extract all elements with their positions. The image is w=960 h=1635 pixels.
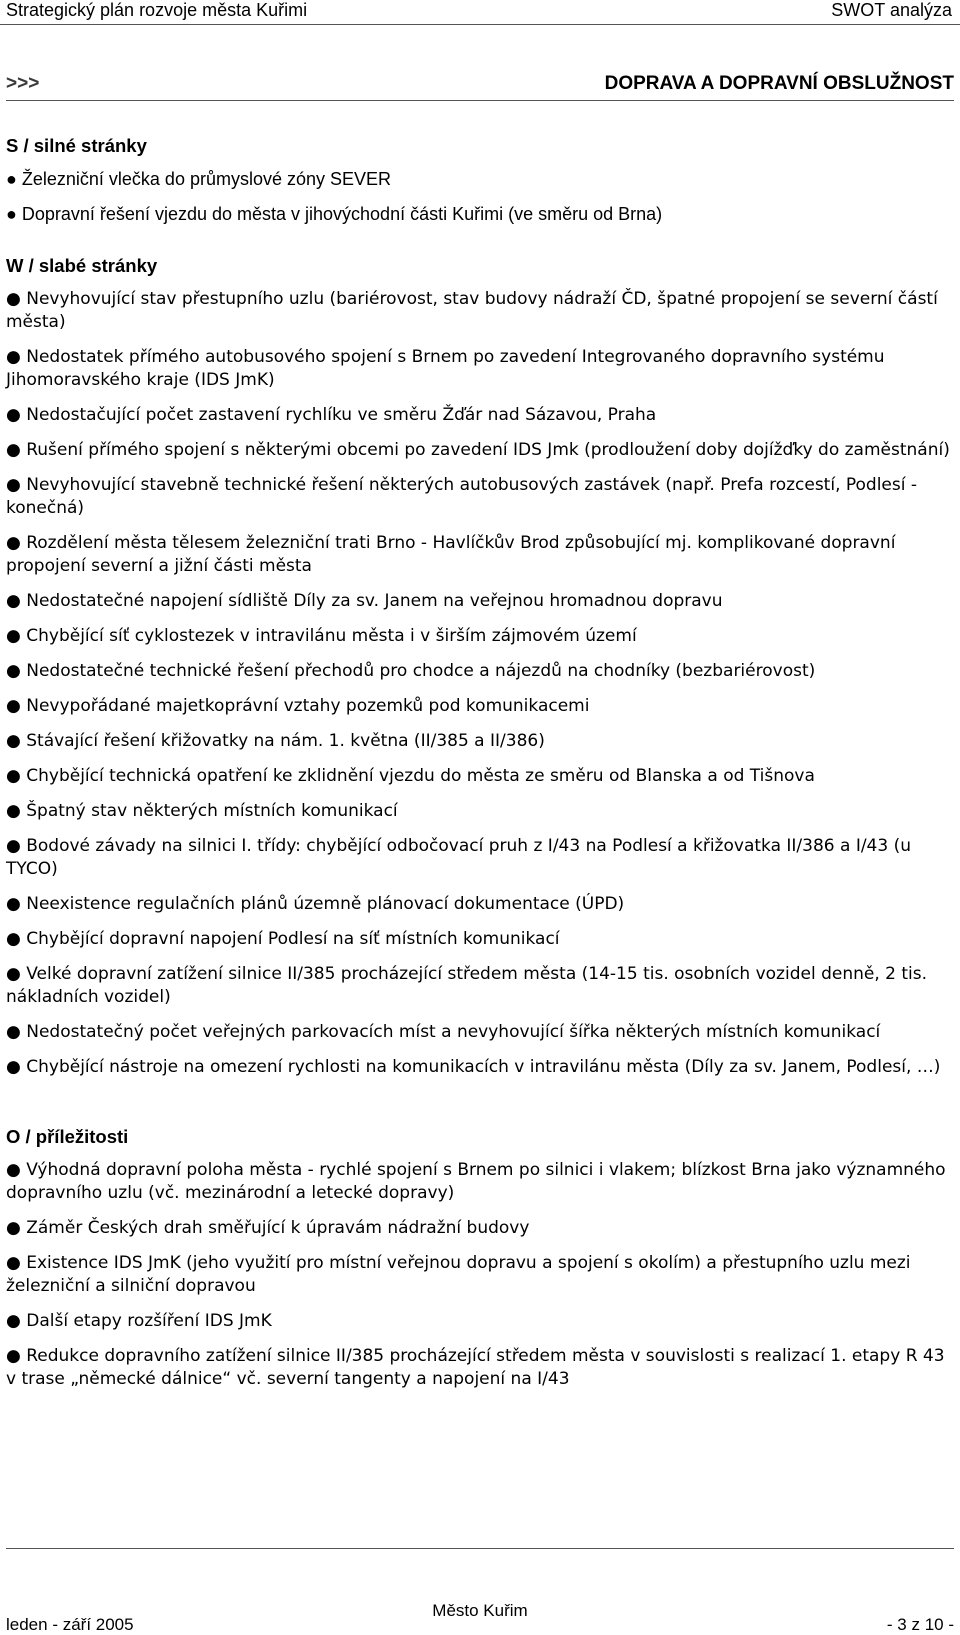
- weakness-item: ● Nedostatek přímého autobusového spojení s Brnem po zavedení Integrovaného dopravního systému Jihomoravského kraje (IDS JmK): [6, 347, 885, 390]
- page-header: [0, 0, 960, 25]
- weakness-item: ● Nedostatečné napojení sídliště Díly za sv. Janem na veřejnou hromadnou dopravu: [6, 591, 723, 611]
- weakness-item: ● Nevypořádané majetkoprávní vztahy pozemků pod komunikacemi: [6, 696, 590, 716]
- weakness-item: ● Neexistence regulačních plánů územně plánovací dokumentace (ÚPD): [6, 894, 625, 914]
- weakness-item: ● Chybějící dopravní napojení Podlesí na síť místních komunikací: [6, 929, 560, 949]
- strength-item: ● Dopravní řešení vjezdu do města v jihovýchodní části Kuřimi (ve směru od Brna): [6, 204, 663, 224]
- opportunity-item: ● Výhodná dopravní poloha města - rychlé spojení s Brnem po silnici i vlakem; blízkost Brna jako významného dopravního uzlu (vč. mezinárodní a letecké dopravy): [6, 1160, 946, 1203]
- weakness-item: ● Chybějící technická opatření ke zklidnění vjezdu do města ze směru od Blanska a od Tišnova: [6, 766, 815, 786]
- swot-content: [6, 134, 956, 1403]
- strengths-heading: S / silné stránky: [6, 135, 147, 156]
- weakness-item: ● Stávající řešení křižovatky na nám. 1. května (II/385 a II/386): [6, 731, 545, 751]
- section-marker: >>>: [6, 73, 40, 94]
- footer-date: leden - září 2005: [6, 1615, 134, 1634]
- weakness-item: ● Nevyhovující stav přestupního uzlu (bariérovost, stav budovy nádraží ČD, špatné propojení se severní částí města): [6, 289, 938, 332]
- weakness-item: ● Nedostatečné technické řešení přechodů pro chodce a nájezdů na chodníky (bezbariérovost): [6, 661, 816, 681]
- page-footer: [6, 1548, 954, 1634]
- weaknesses-heading: W / slabé stránky: [6, 255, 158, 276]
- opportunity-item: ● Další etapy rozšíření IDS JmK: [6, 1311, 272, 1331]
- section-title: DOPRAVA A DOPRAVNÍ OBSLUŽNOST: [604, 73, 954, 94]
- weakness-item: ● Chybějící nástroje na omezení rychlosti na komunikacích v intravilánu města (Díly za sv. Janem, Podlesí, …): [6, 1057, 941, 1077]
- section-heading-bar: [6, 72, 954, 101]
- opportunity-item: ● Existence IDS JmK (jeho využití pro místní veřejnou dopravu a spojení s okolím) a přestupního uzlu mezi železniční a silniční dopravou: [6, 1253, 911, 1296]
- opportunity-item: ● Záměr Českých drah směřující k úpravám nádražní budovy: [6, 1218, 530, 1238]
- weakness-item: ● Bodové závady na silnici I. třídy: chybějící odbočovací pruh z I/43 na Podlesí a křižovatka II/386 a I/43 (u TYCO): [6, 836, 912, 879]
- weakness-item: ● Rozdělení města tělesem železniční trati Brno - Havlíčkův Brod způsobující mj. komplikované dopravní propojení severní a jižní části města: [6, 533, 896, 576]
- weakness-item: ● Rušení přímého spojení s některými obcemi po zavedení IDS Jmk (prodloužení doby dojížďky do zaměstnání): [6, 440, 950, 460]
- document-title: Strategický plán rozvoje města Kuřimi: [6, 0, 308, 20]
- weakness-item: ● Špatný stav některých místních komunikací: [6, 801, 398, 821]
- strength-item: ● Železniční vlečka do průmyslové zóny SEVER: [6, 169, 392, 189]
- weakness-item: ● Nedostačující počet zastavení rychlíku ve směru Žďár nad Sázavou, Praha: [6, 405, 657, 425]
- weakness-item: ● Nedostatečný počet veřejných parkovacích míst a nevyhovující šířka některých místních komunikací: [6, 1022, 881, 1042]
- opportunity-item: ● Redukce dopravního zatížení silnice II/385 procházející středem města v souvislosti s realizací 1. etapy R 43 v trase „německé dálnice“ vč. severní tangenty a napojení na I/43: [6, 1346, 945, 1389]
- weakness-item: ● Nevyhovující stavebně technické řešení některých autobusových zastávek (např. Prefa rozcestí, Podlesí - konečná): [6, 475, 918, 518]
- opportunities-heading: O / příležitosti: [6, 1126, 129, 1147]
- weakness-item: ● Velké dopravní zatížení silnice II/385 procházející středem města (14-15 tis. osobních vozidel denně, 2 tis. nákladních vozidel): [6, 964, 928, 1007]
- footer-city: Město Kuřim: [432, 1601, 528, 1620]
- page-number: - 3 z 10 -: [886, 1615, 954, 1634]
- weakness-item: ● Chybějící síť cyklostezek v intravilánu města i v širším zájmovém území: [6, 626, 637, 646]
- document-section-label: SWOT analýza: [831, 0, 952, 20]
